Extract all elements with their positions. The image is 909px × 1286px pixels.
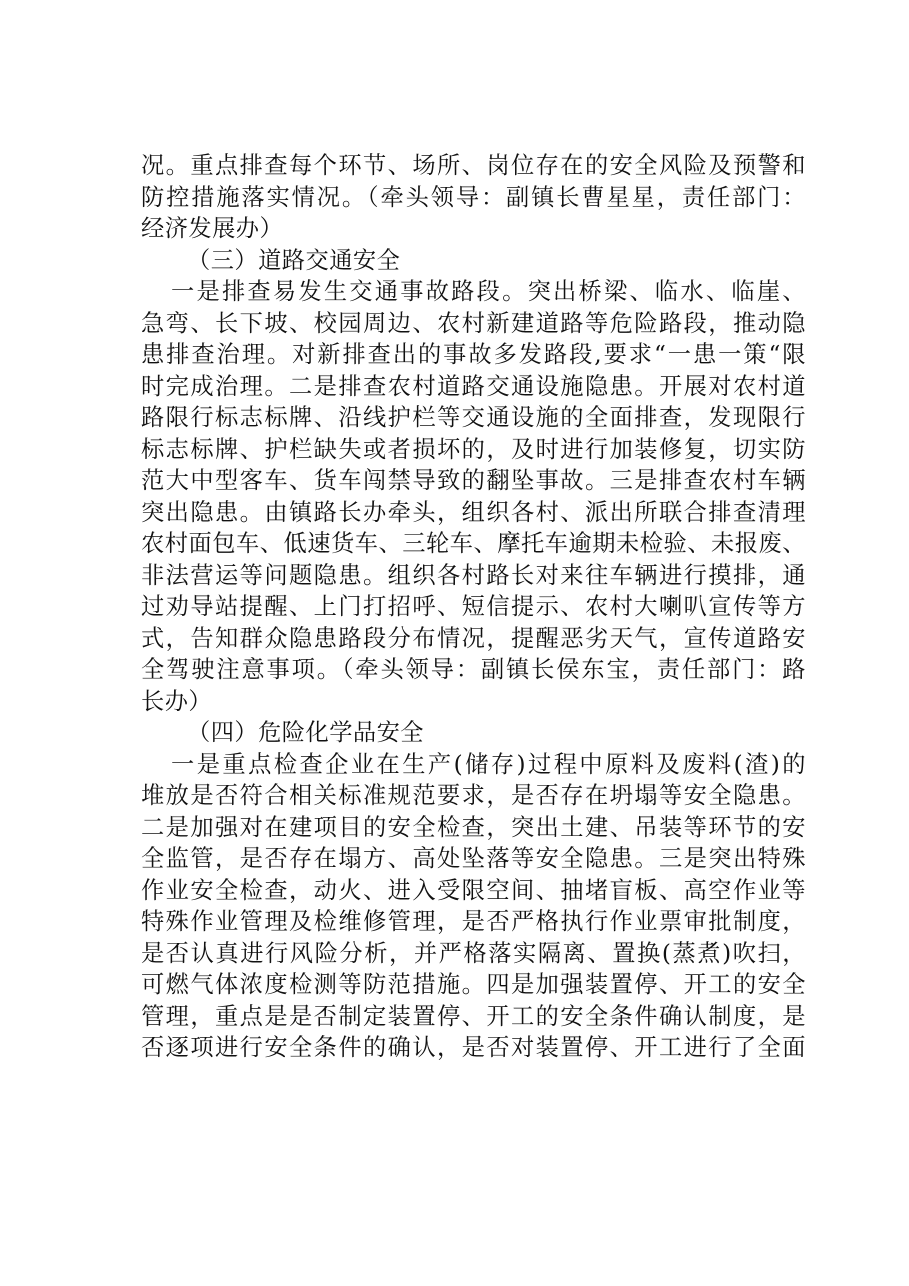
text-line: 全驾驶注意事项。（牵头领导：副镇长侯东宝，责任部门：路: [141, 656, 806, 683]
text-line: 标志标牌、护栏缺失或者损坏的，及时进行加装修复，切实防: [141, 435, 806, 463]
text-line: 特殊作业管理及检维修管理，是否严格执行作业票审批制度，: [141, 908, 806, 935]
text-line: 突出隐患。由镇路长办牵头，组织各村、派出所联合排查清理: [141, 498, 806, 526]
section-heading: （四）危险化学品安全: [187, 719, 425, 746]
text-line: 全监管，是否存在塌方、高处坠落等安全隐患。三是突出特殊: [141, 845, 806, 872]
text-line: 一是排查易发生交通事故路段。突出桥梁、临水、临崖、: [171, 278, 806, 305]
text-line: 况。重点排查每个环节、场所、岗位存在的安全风险及预警和: [141, 152, 806, 179]
text-line: 可燃气体浓度检测等防范措施。四是加强装置停、开工的安全: [141, 971, 806, 998]
text-line: 经济发展办）: [141, 215, 284, 242]
text-line: 过劝导站提醒、上门打招呼、短信提示、农村大喇叭宣传等方: [141, 593, 806, 620]
text-line: 二是加强对在建项目的安全检查，突出土建、吊装等环节的安: [141, 813, 806, 841]
text-line: 时完成治理。二是排查农村道路交通设施隐患。开展对农村道: [141, 372, 806, 400]
text-line: 管理，重点是是否制定装置停、开工的安全条件确认制度，是: [141, 1002, 806, 1030]
text-line: 是否认真进行风险分析，并严格落实隔离、置换(蒸煮)吹扫，: [141, 939, 806, 967]
text-line: 农村面包车、低速货车、三轮车、摩托车逾期未检验、未报废、: [141, 530, 806, 557]
text-line: 堆放是否符合相关标准规范要求，是否存在坍塌等安全隐患。: [141, 782, 806, 809]
text-line: 非法营运等问题隐患。组织各村路长对来往车辆进行摸排，通: [141, 561, 806, 589]
text-line: 范大中型客车、货车闯禁导致的翻坠事故。三是排查农村车辆: [141, 467, 806, 494]
text-line: 防控措施落实情况。（牵头领导：副镇长曹星星，责任部门：: [141, 183, 806, 211]
text-line: 患排查治理。对新排查出的事故多发路段,要求“一患一策“限: [141, 341, 806, 368]
text-line: 急弯、长下坡、校园周边、农村新建道路等危险路段，推动隐: [141, 309, 806, 337]
text-line: 路限行标志标牌、沿线护栏等交通设施的全面排查，发现限行: [141, 404, 806, 431]
text-line: 作业安全检查，动火、进入受限空间、抽堵盲板、高空作业等: [141, 876, 806, 904]
text-line: 一是重点检查企业在生产(储存)过程中原料及废料(渣)的: [171, 750, 806, 778]
text-line: 式，告知群众隐患路段分布情况，提醒恶劣天气，宣传道路安: [141, 624, 806, 652]
section-heading: （三）道路交通安全: [187, 246, 401, 274]
document-body: [141, 150, 806, 1064]
text-line: 长办）: [141, 687, 213, 715]
text-line: 否逐项进行安全条件的确认，是否对装置停、开工进行了全面: [141, 1034, 806, 1061]
